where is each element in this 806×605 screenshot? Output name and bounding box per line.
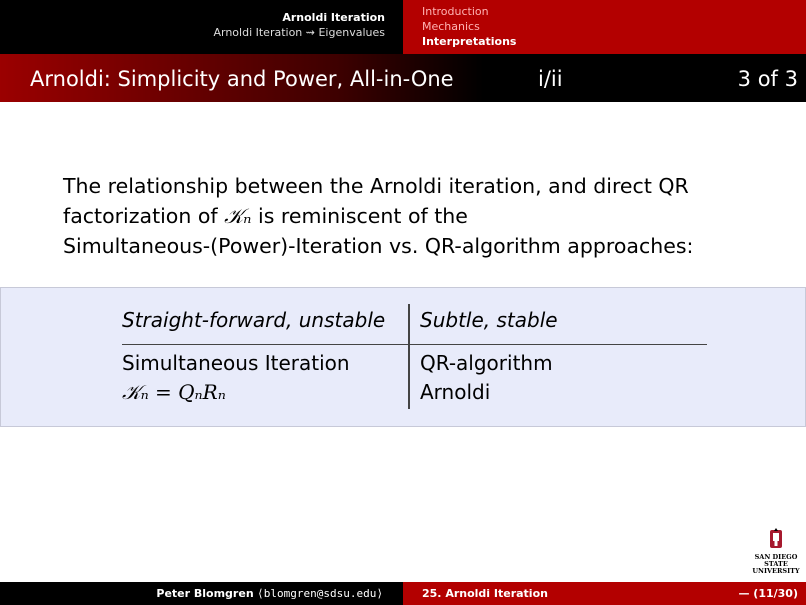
table-row: [122, 378, 707, 407]
footer-lecture-section: [403, 582, 806, 605]
cell-simultaneous-iteration: Simultaneous Iteration: [122, 351, 350, 375]
intro-line-2-pre: factorization of: [63, 204, 225, 228]
intro-line-2: [63, 201, 743, 231]
nav-introduction[interactable]: Introduction: [422, 5, 489, 18]
cell-qr-algorithm: QR-algorithm: [420, 351, 553, 375]
footer-email: ⟨blomgren@sdsu.edu⟩: [257, 587, 383, 600]
frame-title: Arnoldi: Simplicity and Power, All-in-One: [30, 67, 454, 91]
university-seal-icon: [768, 528, 784, 550]
cell-arnoldi: Arnoldi: [420, 380, 491, 404]
footer-page-number: — (11/30): [738, 587, 798, 600]
top-navigation-bar: [0, 0, 806, 54]
nav-interpretations[interactable]: Interpretations: [422, 35, 517, 48]
krylov-symbol: 𝒦ₙ: [224, 204, 252, 228]
cell-krylov-qr-formula: 𝒦ₙ = QₙRₙ: [122, 380, 226, 404]
header-stable: Subtle, stable: [420, 308, 558, 332]
intro-line-1: The relationship between the Arnoldi iteration, and direct QR: [63, 174, 689, 198]
footer-author-section: [0, 582, 403, 605]
logo-text-line-1: SAN DIEGO STATE: [754, 553, 798, 568]
footer-lecture-title[interactable]: 25. Arnoldi Iteration: [422, 587, 548, 600]
intro-paragraph: [63, 171, 743, 261]
subsection-title-link[interactable]: Arnoldi Iteration ⇝ Eigenvalues: [213, 26, 385, 39]
comparison-header-row: [122, 304, 707, 345]
footer-author: Peter Blomgren: [156, 587, 254, 600]
frame-part-indicator: i/ii: [538, 67, 563, 91]
section-title-link[interactable]: Arnoldi Iteration: [282, 11, 385, 24]
intro-line-2-post: is reminiscent of the: [251, 204, 468, 228]
comparison-body: [122, 345, 707, 407]
footer-bar: [0, 582, 806, 605]
section-header: [0, 0, 403, 54]
subsection-navigation: [403, 0, 806, 54]
table-row: [122, 349, 707, 378]
university-logo: [748, 528, 804, 575]
logo-text-line-2: UNIVERSITY: [752, 567, 800, 575]
intro-line-3: Simultaneous-(Power)-Iteration vs. QR-algorithm approaches:: [63, 234, 694, 258]
frame-count: 3 of 3: [737, 67, 798, 91]
comparison-box: [0, 287, 806, 427]
column-divider: [408, 304, 410, 409]
nav-mechanics[interactable]: Mechanics: [422, 20, 480, 33]
comparison-table: [122, 304, 707, 407]
frame-title-bar: [0, 54, 806, 102]
header-unstable: Straight-forward, unstable: [122, 308, 386, 332]
